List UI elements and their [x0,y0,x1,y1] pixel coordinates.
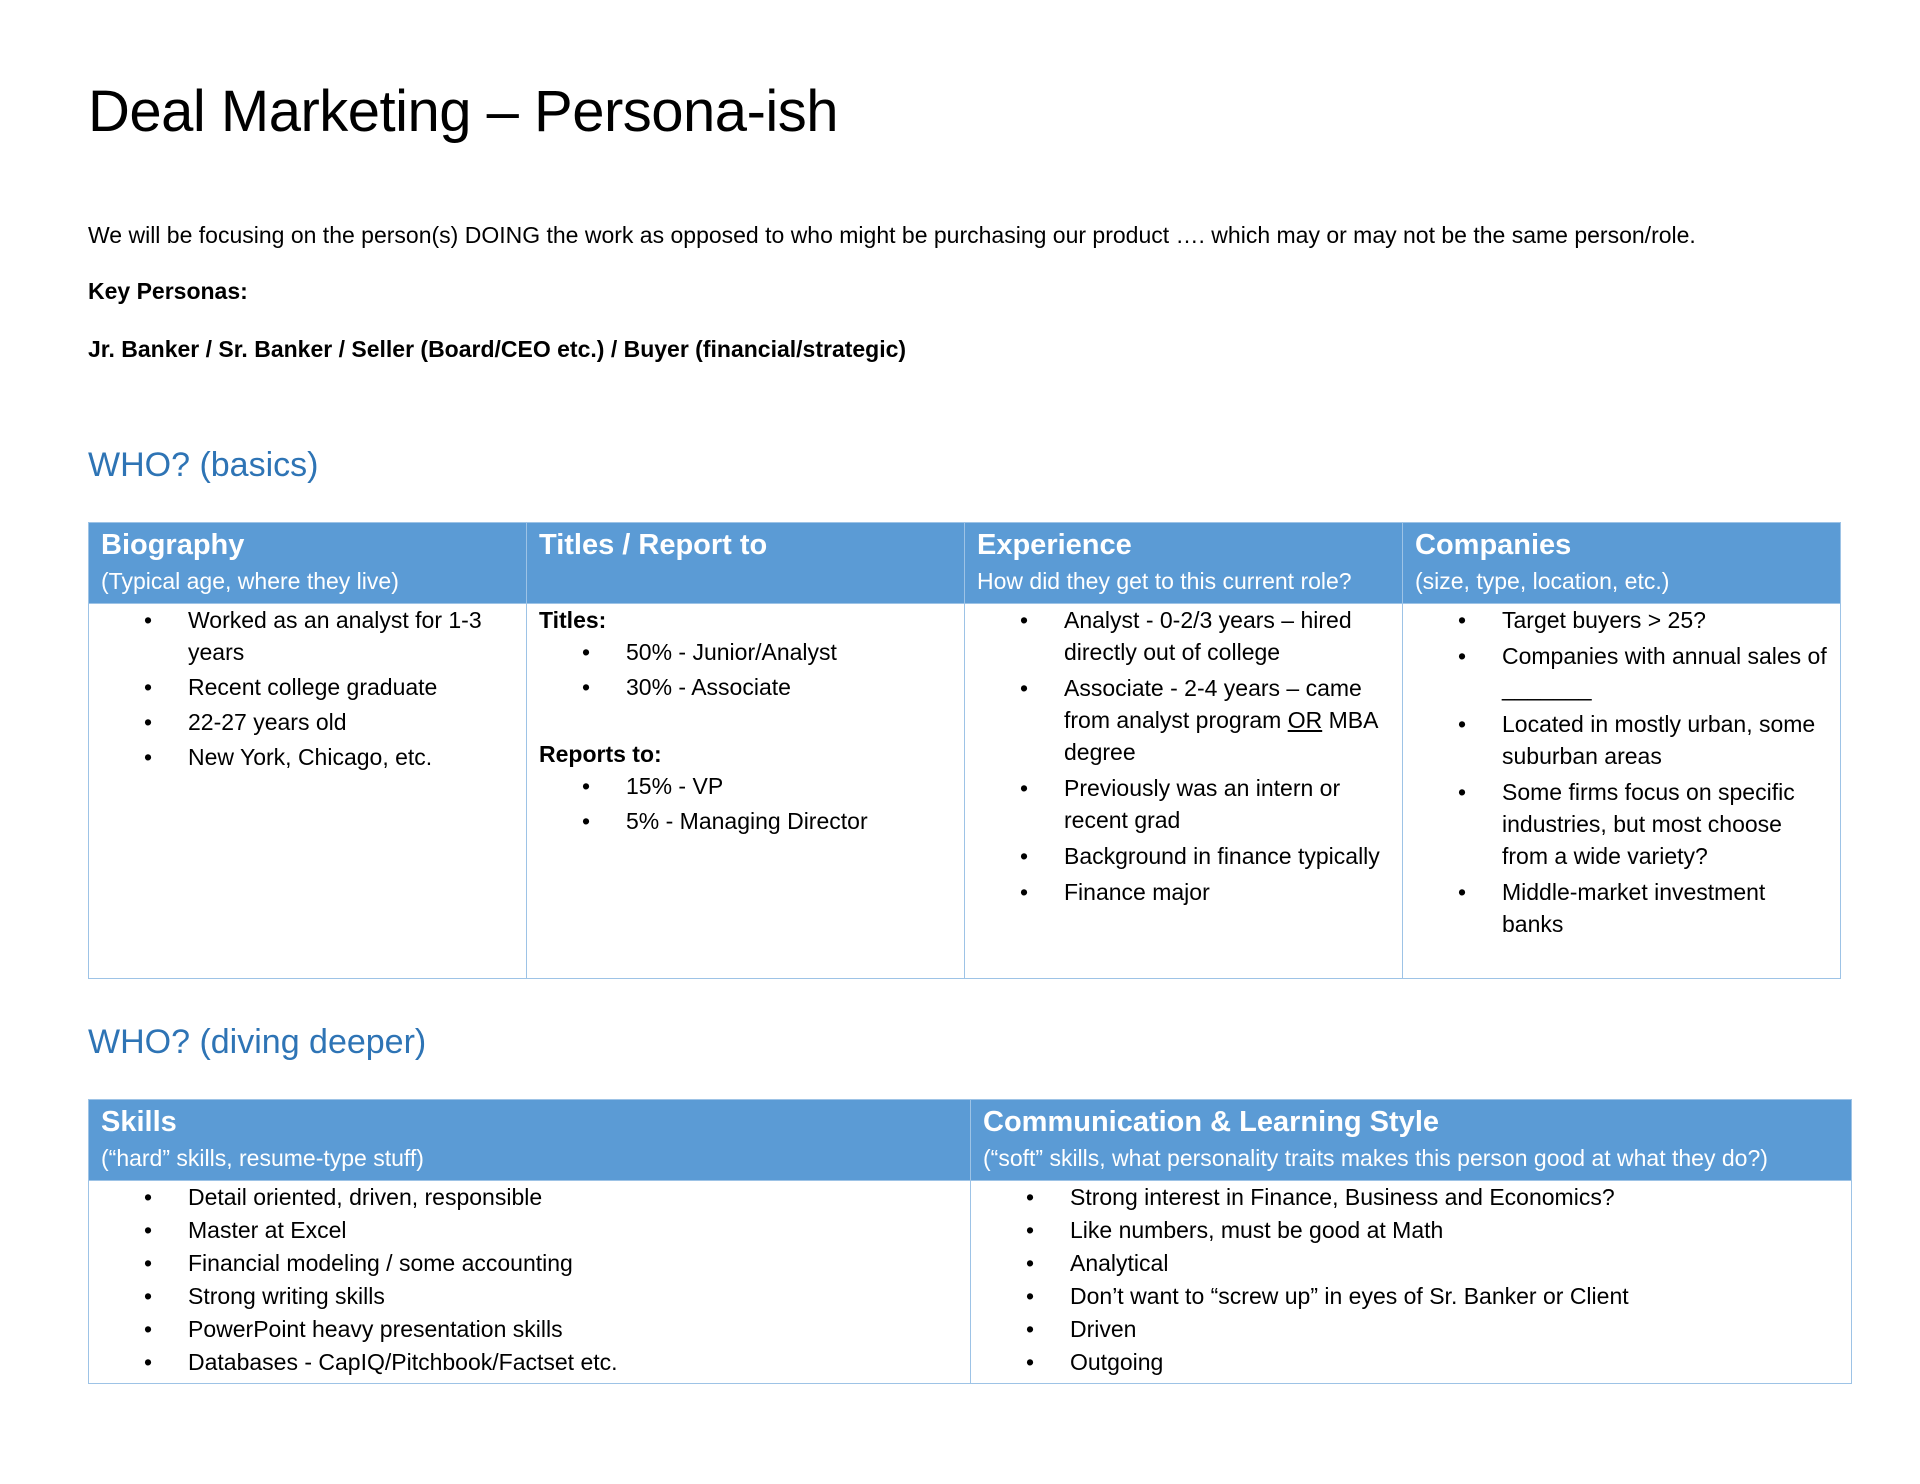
biography-title: Biography [101,529,245,561]
experience-cell [965,604,1403,979]
list-item: • Detail oriented, driven, responsible [188,1181,958,1214]
companies-header [1403,523,1841,604]
list-item: • Driven [1070,1313,1839,1346]
titles-subtitle [539,565,952,597]
list-item: • Analyst - 0-2/3 years – hired directly out of college [1064,604,1390,668]
communication-header [971,1100,1852,1181]
list-item: • Don’t want to “screw up” in eyes of Sr. Banker or Client [1070,1280,1839,1313]
reports-to-label: Reports to: [539,741,662,767]
experience-list [977,604,1390,908]
list-item: • Companies with annual sales of _______ [1502,640,1828,704]
titles-title: Titles / Report to [539,529,768,561]
skills-list [101,1181,958,1379]
list-item: • 15% - VP [626,770,952,802]
basics-header-row [89,523,1841,604]
titles-cell [527,604,965,979]
list-item: • 22-27 years old [188,706,514,738]
deeper-heading: WHO? (diving deeper) [88,1023,427,1061]
spacer [539,706,952,738]
skills-subtitle: (“hard” skills, resume-type stuff) [101,1145,424,1171]
titles-list [539,636,952,703]
biography-subtitle: (Typical age, where they live) [101,568,399,594]
list-item: • Some firms focus on specific industries, but most choose from a wide variety? [1502,776,1828,872]
reports-to-list [539,770,952,837]
list-item: • Like numbers, must be good at Math [1070,1214,1839,1247]
titles-label: Titles: [539,607,607,633]
experience-item-underlined: OR [1287,707,1323,733]
list-item: • New York, Chicago, etc. [188,741,514,773]
experience-header [965,523,1403,604]
communication-list [983,1181,1839,1379]
communication-subtitle: (“soft” skills, what personality traits makes this person good at what they do?) [983,1145,1768,1171]
list-item: • Analytical [1070,1247,1839,1280]
list-item: • Financial modeling / some accounting [188,1247,958,1280]
companies-list [1415,604,1828,940]
titles-header [527,523,965,604]
basics-body-row [89,604,1841,979]
experience-subtitle: How did they get to this current role? [977,568,1352,594]
biography-cell [89,604,527,979]
experience-title: Experience [977,529,1132,561]
list-item: • Outgoing [1070,1346,1839,1379]
intro-paragraph: We will be focusing on the person(s) DOING the work as opposed to who might be purchasing our product …. which may or may not be the same person/role. [88,222,1696,248]
biography-header [89,523,527,604]
skills-cell [89,1181,971,1384]
companies-cell [1403,604,1841,979]
list-item: • Recent college graduate [188,671,514,703]
list-item: • 30% - Associate [626,671,952,703]
communication-cell [971,1181,1852,1384]
companies-subtitle: (size, type, location, etc.) [1415,568,1670,594]
key-personas-list: Jr. Banker / Sr. Banker / Seller (Board/CEO etc.) / Buyer (financial/strategic) [88,336,907,362]
list-item: • 50% - Junior/Analyst [626,636,952,668]
document-title: Deal Marketing – Persona-ish [88,79,839,144]
experience-item-tail: MBA degree [1064,707,1378,765]
list-item: • Finance major [1064,876,1390,908]
list-item [1064,672,1390,768]
companies-title: Companies [1415,529,1572,561]
list-item: • Worked as an analyst for 1-3 years [188,604,514,668]
list-item: • Target buyers > 25? [1502,604,1828,636]
skills-title: Skills [101,1106,177,1138]
list-item: • Previously was an intern or recent grad [1064,772,1390,836]
key-personas-label: Key Personas: [88,278,248,304]
list-item: • 5% - Managing Director [626,805,952,837]
basics-table [88,522,1841,979]
list-item: • Located in mostly urban, some suburban areas [1502,708,1828,772]
deeper-table [88,1099,1852,1384]
list-item: • Middle-market investment banks [1502,876,1828,940]
list-item: • Strong writing skills [188,1280,958,1313]
basics-heading: WHO? (basics) [88,446,319,484]
list-item: • Background in finance typically [1064,840,1390,872]
biography-list [101,604,514,773]
list-item: • PowerPoint heavy presentation skills [188,1313,958,1346]
communication-title: Communication & Learning Style [983,1106,1439,1138]
deeper-body-row [89,1181,1852,1384]
skills-header [89,1100,971,1181]
deeper-header-row [89,1100,1852,1181]
experience-item-text: Associate - 2-4 years – came from analyst program [1064,675,1362,733]
list-item: • Strong interest in Finance, Business and Economics? [1070,1181,1839,1214]
list-item: • Databases - CapIQ/Pitchbook/Factset etc. [188,1346,958,1379]
list-item: • Master at Excel [188,1214,958,1247]
